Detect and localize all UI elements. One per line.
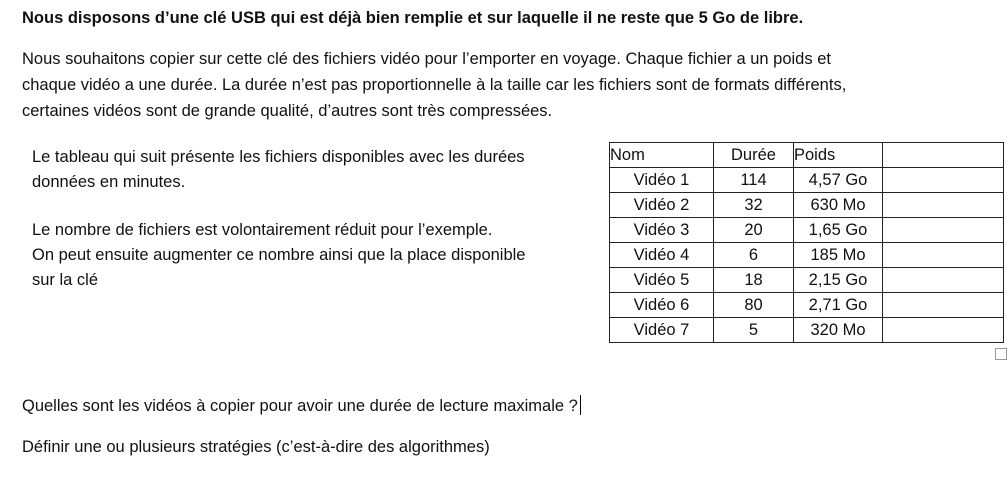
intro-paragraph-line: Nous souhaitons copier sur cette clé des fichiers vidéo pour l’emporter en voyage. Chaque fichier a un poids et	[22, 50, 831, 68]
cell-nom: Vidéo 2	[610, 193, 714, 218]
intro-paragraph-line: certaines vidéos sont de grande qualité, d’autres sont très compressées.	[22, 102, 553, 120]
cell-nom: Vidéo 3	[610, 218, 714, 243]
cell-nom: Vidéo 1	[610, 168, 714, 193]
table-row	[610, 168, 1004, 193]
intro-paragraph-line: chaque vidéo a une durée. La durée n’est pas proportionnelle à la taille car les fichiers sont de formats différents,	[22, 76, 847, 94]
cell-duree: 20	[714, 218, 794, 243]
cell-poids: 320 Mo	[794, 318, 883, 343]
table-row	[610, 318, 1004, 343]
side-text-line: sur la clé	[32, 271, 99, 289]
question-2-text: Définir une ou plusieurs stratégies (c’est-à-dire des algorithmes)	[22, 438, 490, 456]
cell-empty	[883, 218, 1004, 243]
table-row	[610, 293, 1004, 318]
side-text-line: données en minutes.	[32, 173, 186, 191]
table-row	[610, 268, 1004, 293]
cell-duree: 114	[714, 168, 794, 193]
cell-empty	[883, 268, 1004, 293]
side-text-line: On peut ensuite augmenter ce nombre ainsi que la place disponible	[32, 246, 526, 264]
text-cursor	[580, 395, 581, 415]
table-row	[610, 193, 1004, 218]
table-row	[610, 243, 1004, 268]
table-header-row	[610, 143, 1004, 168]
cell-empty	[883, 193, 1004, 218]
cell-poids: 1,65 Go	[794, 218, 883, 243]
cell-poids: 2,71 Go	[794, 293, 883, 318]
cell-duree: 6	[714, 243, 794, 268]
side-text-line: Le nombre de fichiers est volontairement réduit pour l’exemple.	[32, 221, 493, 239]
cell-poids: 4,57 Go	[794, 168, 883, 193]
side-text-line: Le tableau qui suit présente les fichiers disponibles avec les durées	[32, 148, 525, 166]
cell-duree: 32	[714, 193, 794, 218]
question-1-line[interactable]	[22, 395, 581, 417]
cell-poids: 2,15 Go	[794, 268, 883, 293]
cell-duree: 5	[714, 318, 794, 343]
cell-poids: 185 Mo	[794, 243, 883, 268]
header-empty	[883, 143, 1004, 168]
cell-nom: Vidéo 6	[610, 293, 714, 318]
table-resize-handle[interactable]	[995, 348, 1007, 360]
cell-poids: 630 Mo	[794, 193, 883, 218]
cell-nom: Vidéo 7	[610, 318, 714, 343]
cell-nom: Vidéo 4	[610, 243, 714, 268]
header-nom: Nom	[610, 143, 714, 168]
cell-empty	[883, 168, 1004, 193]
header-duree: Durée	[714, 143, 794, 168]
cell-empty	[883, 243, 1004, 268]
cell-duree: 18	[714, 268, 794, 293]
cell-empty	[883, 318, 1004, 343]
question-1-text: Quelles sont les vidéos à copier pour avoir une durée de lecture maximale ?	[22, 397, 578, 415]
heading-text: Nous disposons d’une clé USB qui est déjà bien remplie et sur laquelle il ne reste que 5 Go de libre.	[22, 9, 804, 27]
table-row	[610, 218, 1004, 243]
cell-duree: 80	[714, 293, 794, 318]
header-poids: Poids	[794, 143, 883, 168]
cell-empty	[883, 293, 1004, 318]
cell-nom: Vidéo 5	[610, 268, 714, 293]
files-table	[609, 142, 1004, 343]
